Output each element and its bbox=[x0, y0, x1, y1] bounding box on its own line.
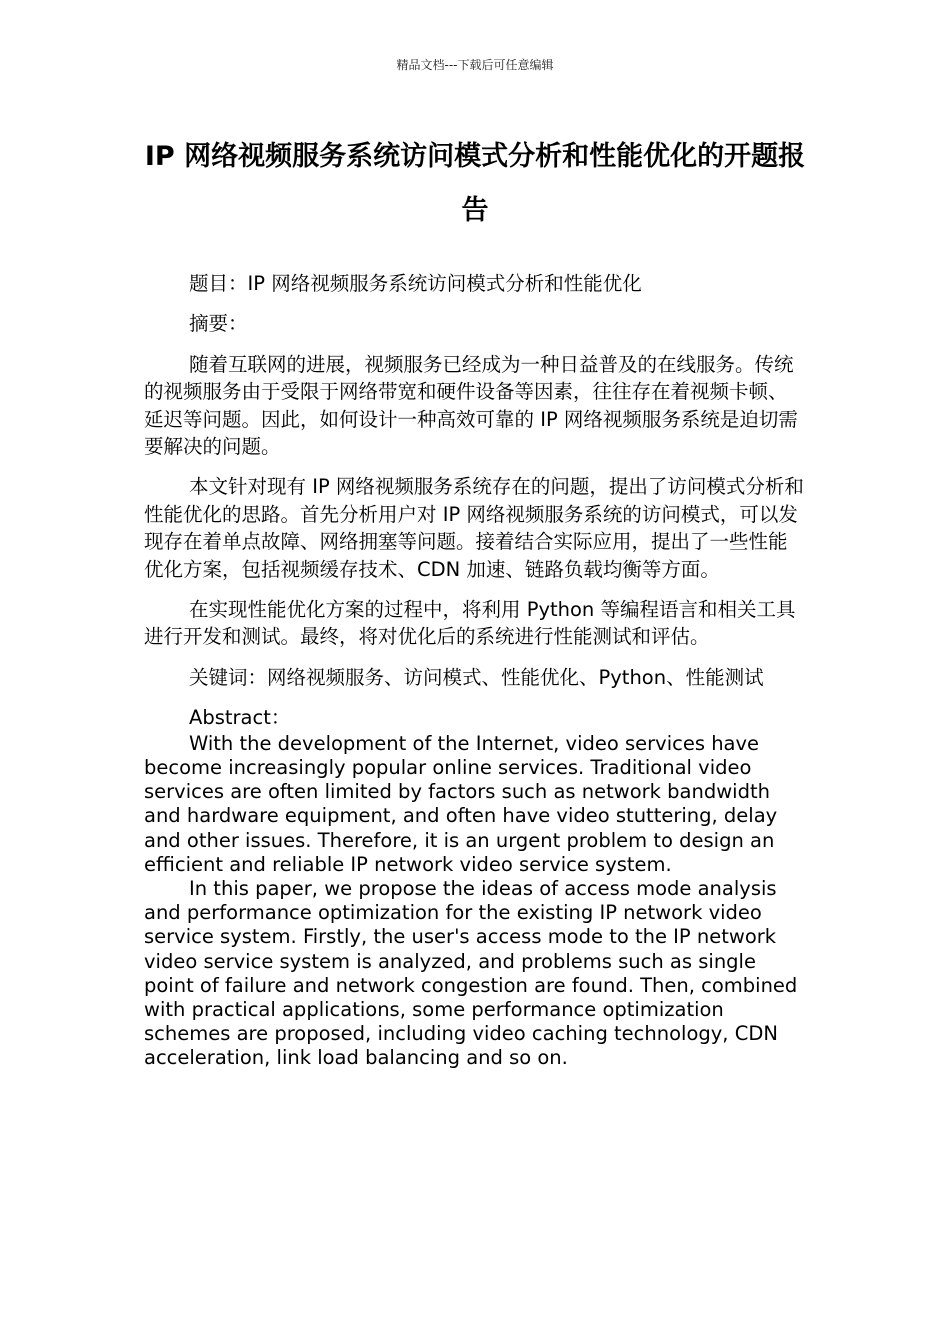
document-title: IP 网络视频服务系统访问模式分析和性能优化的开题报告 bbox=[144, 141, 806, 226]
paragraph-en: With the development of the Internet, video services have become increasingly popular online services. Traditional video services are often limited by factors such as network bandwidth and hardware equipment, and often have video stuttering, delay and other issues. Therefore, it is an urgent problem to design an efficient and reliable IP network video service system. bbox=[144, 731, 778, 876]
paragraph-cn: 在实现性能优化方案的过程中，将利用 Python 等编程语言和相关工具进行开发和测试。最终，将对优化后的系统进行性能测试和评估。 bbox=[144, 598, 796, 649]
keywords-line: 关键词：网络视频服务、访问模式、性能优化、Python、性能测试 bbox=[189, 665, 764, 689]
abstract-en-label: Abstract： bbox=[189, 706, 291, 730]
paragraph-cn: 本文针对现有 IP 网络视频服务系统存在的问题，提出了访问模式分析和性能优化的思路。首先分析用户对 IP 网络视频服务系统的访问模式，可以发现存在着单点故障、网络拥塞等问题。接着结合实际应用，提出了一些性能优化方案，包括视频缓存技术、CDN 加速、链路负载均衡等方面。 bbox=[144, 475, 804, 581]
abstract-label: 摘要： bbox=[189, 312, 248, 336]
paragraph-cn: 随着互联网的进展，视频服务已经成为一种日益普及的在线服务。传统的视频服务由于受限于网络带宽和硬件设备等因素，往往存在着视频卡顿、延迟等问题。因此，如何设计一种高效可靠的 IP 网络视频服务系统是迫切需要解决的问题。 bbox=[144, 352, 798, 459]
subject-line: 题目：IP 网络视频服务系统访问模式分析和性能优化 bbox=[189, 272, 642, 295]
header-note: 精品文档---下载后可任意编辑 bbox=[396, 58, 554, 72]
document-body bbox=[144, 270, 804, 1071]
paragraph-en: In this paper, we propose the ideas of access mode analysis and performance optimization for the existing IP network video service system. Firstly, the user's access mode to the IP network video service system is analyzed, and problems such as single point of failure and network congestion are found. Then, combined with practical applications, some performance optimization schemes are proposed, including video caching technology, CDN acceleration, link load balancing and so on. bbox=[144, 876, 798, 1070]
